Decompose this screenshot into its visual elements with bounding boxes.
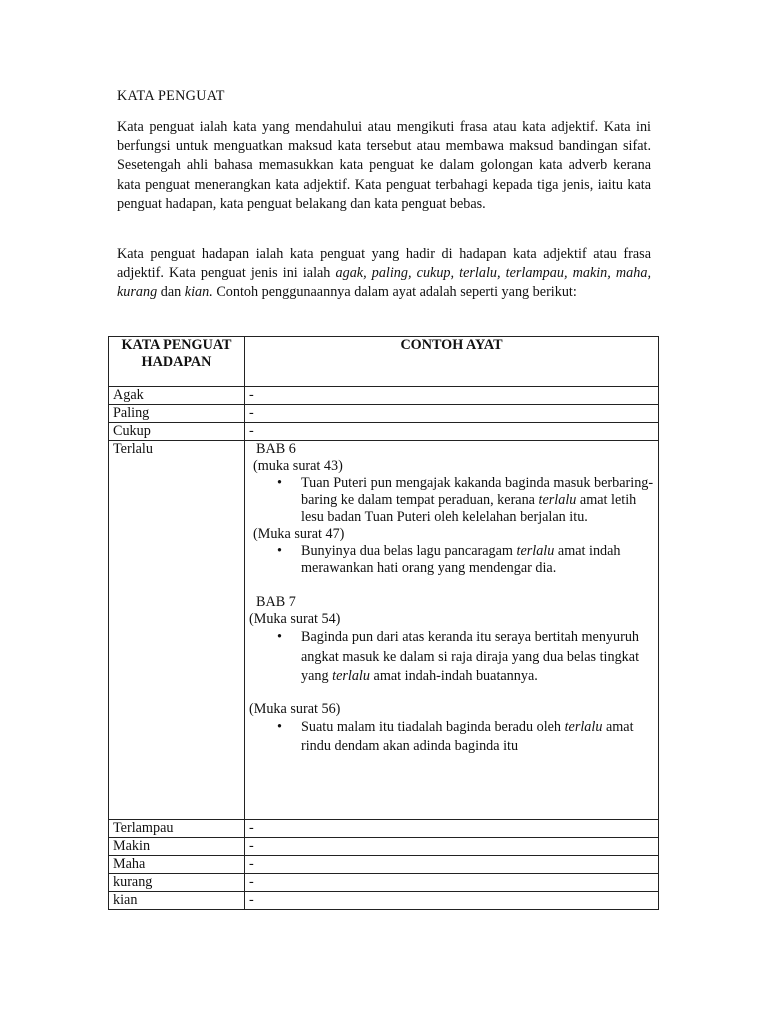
row-value: - [245,423,659,441]
hadapan-paragraph [117,245,651,303]
header-kata-penguat: KATA PENGUAT HADAPAN [109,337,245,387]
row-value: - [245,820,659,838]
example-2 [277,543,654,577]
bullet-icon: • [277,475,282,491]
row-value: - [245,874,659,892]
ex3-italic: terlalu [332,668,370,684]
row-label: Agak [109,387,245,405]
p2-list: agak, paling, cukup, terlalu, terlampau, makin, maha, kurang [117,265,651,301]
bab6-heading: BAB 6 [256,441,296,457]
table-row [109,387,659,405]
table-header-row [109,337,659,387]
p2-end: Contoh penggunaannya dalam ayat adalah seperti yang berikut: [212,284,577,301]
page-ref-54: (Muka surat 54) [249,611,341,627]
table-row [109,892,659,910]
ex4-italic: terlalu [564,718,603,735]
page-ref-43: (muka surat 43) [253,458,343,474]
ex3-text-end: amat indah-indah buatannya. [369,668,538,684]
row-label: Cukup [109,423,245,441]
table-row-terlalu [109,441,659,820]
page-ref-56: (Muka surat 56) [249,700,341,717]
examples-cell [245,441,659,820]
row-label: Paling [109,405,245,423]
table-row [109,405,659,423]
kata-penguat-table [108,336,659,910]
ex1-italic: terlalu [538,492,577,508]
table-row [109,874,659,892]
header-contoh-ayat: CONTOH AYAT [245,337,659,387]
ex4-text: Suatu malam itu tiadalah baginda beradu oleh [301,718,565,735]
p2-conj: dan [157,284,185,301]
ex1-text-end: amat letih lesu badan Tuan Puteri oleh kelelahan berjalan itu. [301,492,637,525]
row-value: - [245,405,659,423]
row-value: - [245,387,659,405]
p2-last: kian. [184,284,213,301]
ex1-text: Tuan Puteri pun mengajak kakanda baginda masuk berbaring-baring ke dalam tempat peraduan, kerana [301,475,654,508]
row-value: - [245,892,659,910]
ex2-italic: terlalu [516,543,555,559]
ex2-text-end: amat indah merawankan hati orang yang mendengar dia. [301,543,621,576]
ex4-text-end: amat rindu dendam akan adinda baginda itu [301,718,634,754]
bab7-heading: BAB 7 [256,594,296,610]
ex2-text: Bunyinya dua belas lagu pancaragam [301,543,517,559]
example-3 [277,628,654,687]
example-4 [277,718,654,757]
row-label: Terlampau [109,820,245,838]
row-label: Terlalu [109,441,245,820]
row-value: - [245,838,659,856]
table-row [109,838,659,856]
table-row [109,820,659,838]
row-value: - [245,856,659,874]
bullet-icon: • [277,543,282,559]
table-row [109,856,659,874]
bullet-icon: • [277,629,282,645]
page-title: KATA PENGUAT [117,88,225,104]
ex3-text: Baginda pun dari atas keranda itu seraya bertitah menyuruh angkat masuk ke dalam si raja diraja yang dua belas tingkat yang [301,629,640,684]
table-row [109,423,659,441]
row-label: kurang [109,874,245,892]
bullet-icon: • [277,718,282,735]
row-label: kian [109,892,245,910]
intro-paragraph: Kata penguat ialah kata yang mendahului atau mengikuti frasa atau kata adjektif. Kata ini berfungsi untuk menguatkan maksud kata tersebut atau membawa maksud bandingan sifat. Sesetengah ahli bahasa memasukkan kata penguat ke dalam golongan kata adverb kerana kata penguat menerangkan kata adjektif. Kata penguat terbahagi kepada tiga jenis, iaitu kata penguat hadapan, kata penguat belakang dan kata penguat bebas. [117,119,651,212]
p2-start: Kata penguat hadapan ialah kata penguat yang hadir di hadapan kata adjektif atau frasa adjektif. Kata penguat jenis ini ialah [117,246,651,282]
row-label: Maha [109,856,245,874]
example-1 [277,475,654,526]
row-label: Makin [109,838,245,856]
page-ref-47: (Muka surat 47) [253,526,345,542]
